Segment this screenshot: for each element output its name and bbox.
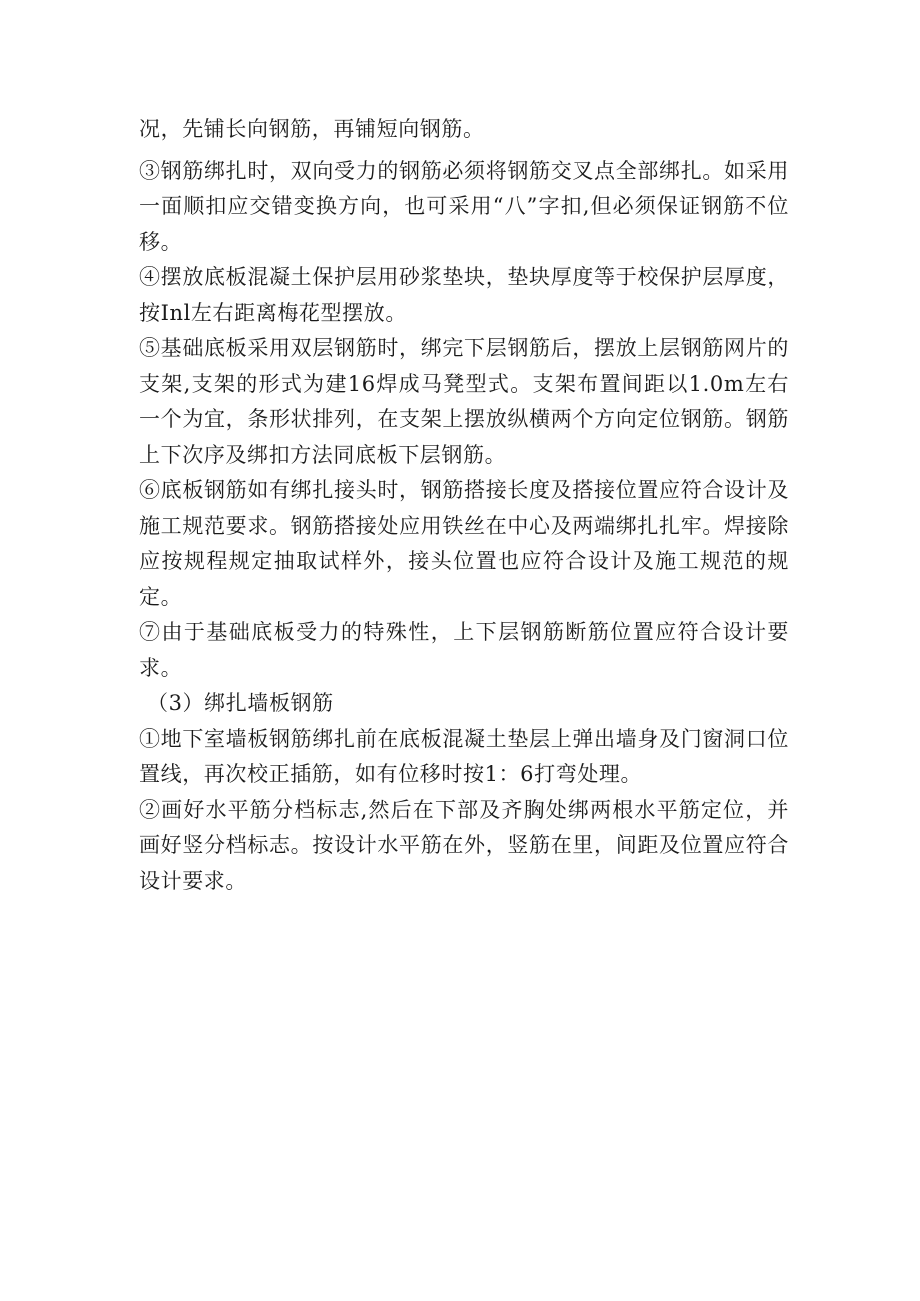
- document-body: [139, 112, 789, 899]
- section-paragraph-1: ①地下室墙板钢筋绑扎前在底板混凝土垫层上弹出墙身及门窗洞口位置线，再次校正插筋，如有位移时按1：6打弯处理。: [139, 726, 789, 786]
- section-heading: （3）绑扎墙板钢筋: [147, 691, 334, 715]
- paragraph-continuation: 况，先铺长向钢筋，再铺短向钢筋。: [139, 117, 485, 141]
- paragraph-item-6: ⑥底板钢筋如有绑扎接头时，钢筋搭接长度及搭接位置应符合设计及施工规范要求。钢筋搭接处应用铁丝在中心及两端绑扎扎牢。焊接除应按规程规定抽取试样外，接头位置也应符合设计及施工规范的规定。: [139, 478, 789, 609]
- paragraph-item-4: ④摆放底板混凝土保护层用砂浆垫块，垫块厚度等于校保护层厚度，按Inl左右距离梅花型摆放。: [139, 265, 789, 325]
- paragraph-item-7: ⑦由于基础底板受力的特殊性，上下层钢筋断筋位置应符合设计要求。: [139, 620, 789, 680]
- section-paragraph-2: ②画好水平筋分档标志,然后在下部及齐胸处绑两根水平筋定位，并画好竖分档标志。按设计水平筋在外，竖筋在里，间距及位置应符合设计要求。: [139, 797, 789, 893]
- paragraph-item-3: ③钢筋绑扎时，双向受力的钢筋必须将钢筋交叉点全部绑扎。如采用一面顺扣应交错变换方向，也可采用“八”字扣,但必须保证钢筋不位移。: [139, 158, 789, 254]
- paragraph-item-5: ⑤基础底板采用双层钢筋时，绑完下层钢筋后，摆放上层钢筋网片的支架,支架的形式为建16焊成马凳型式。支架布置间距以1.0m左右一个为宜，条形状排列，在支架上摆放纵横两个方向定位钢筋。钢筋上下次序及绑扣方法同底板下层钢筋。: [139, 336, 789, 467]
